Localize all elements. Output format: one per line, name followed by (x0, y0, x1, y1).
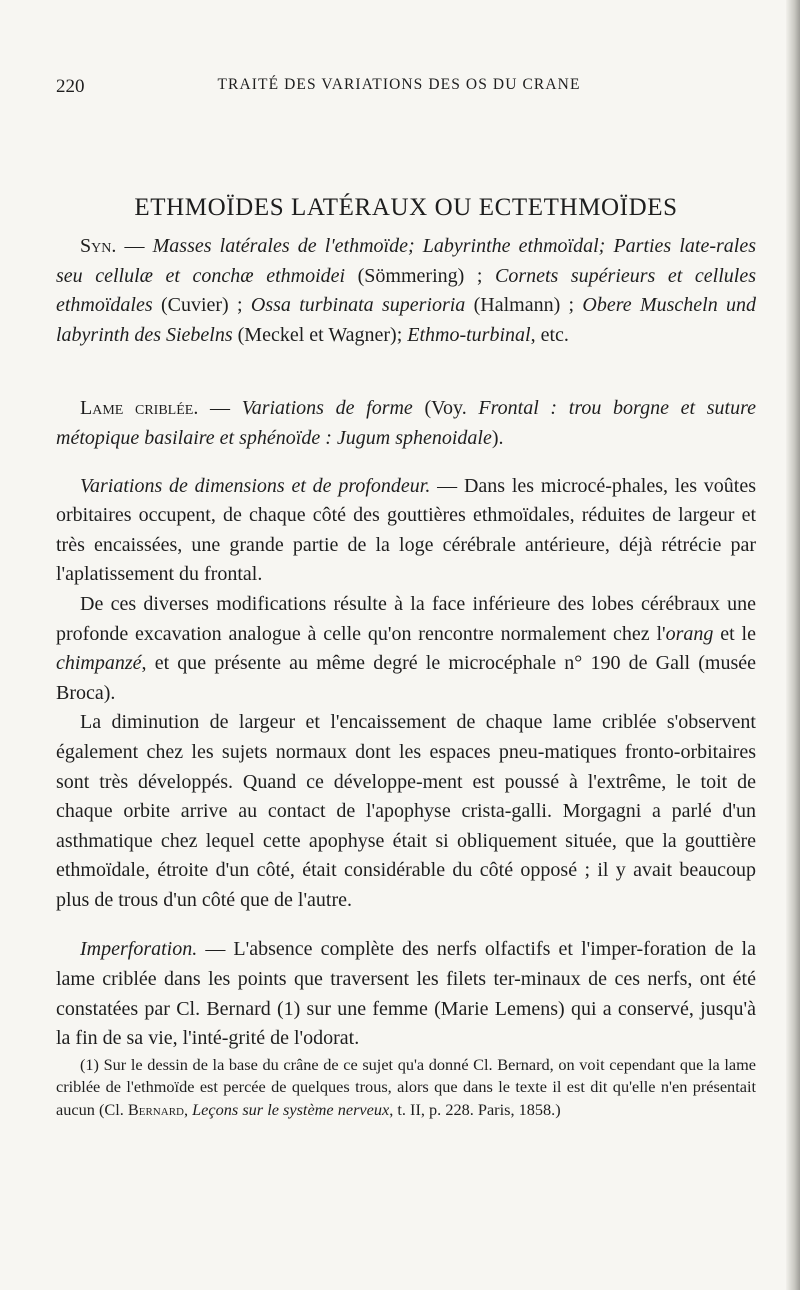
excavation-paragraph: De ces diverses modifications résulte à la face inférieure des lobes cérébraux une profonde excavation analogue à celle qu'on rencontre normalement chez l'orang et le chimpanzé, et que présente au même degré le microcéphale n° 190 de Gall (musée Broca). (56, 592, 756, 704)
synonym-term: Ossa turbinata superioria (250, 294, 466, 317)
synonym-term: Ethmo-turbinal (407, 323, 531, 346)
dimensions-paragraph: Variations de dimensions et de profondeur. — Dans les microcé-phales, les voûtes orbitaires occupent, de chaque côté des gouttières ethmoïdales, réduites de largeur et très encaissées, une grande partie de la loge cérébrale antérieure, déjà rétrécie par l'aplatissement du frontal. (56, 474, 756, 586)
synonyms-paragraph: Syn. — Masses latérales de l'ethmoïde; Labyrinthe ethmoïdal; Parties late-rales seu cellulæ et conchæ ethmoidei (Sömmering) ; Cornets supérieurs et cellules ethmoïdales (Cuvier) ; Ossa turbinata superioria (Halmann) ; Obere Muscheln und labyrinth des Siebelns (Meckel et Wagner); Ethmo-turbinal, etc. (56, 235, 757, 346)
subsection-heading: Variations de dimensions et de profondeur. (80, 474, 431, 497)
lame-criblee-paragraph: Lame criblée. — Variations de forme (Voy. Frontal : trou borgne et suture métopique basilaire et sphénoïde : Jugum sphenoidale). (56, 397, 756, 449)
synonyms-label: Syn. (80, 235, 117, 257)
imperforation-paragraph: Imperforation. — L'absence complète des nerfs olfactifs et l'imper-foration de la lame criblée dans les points que traversent les filets ter-minaux de ces nerfs, ont été constatées par Cl. Bernard (1) sur une femme (Marie Lemens) qui a conservé, jusqu'à la fin de sa vie, l'inté-grité de l'odorat. (56, 938, 756, 1050)
synonym-term: Masses latérales de l'ethmoïde; Labyrinthe ethmoïdal; Parties late-rales seu cellulæ et conchæ ethmoidei (56, 235, 757, 287)
section-heading: Lame criblée. (80, 397, 199, 420)
footnote: (1) Sur le dessin de la base du crâne de ce sujet qu'a donné Cl. Bernard, on voit cependant que la lame criblée de l'ethmoïde est percée de quelques trous, alors que dans le texte il est dit qu'elle n'en présentait aucun (Cl. Bernard, Leçons sur le système nerveux, t. II, p. 228. Paris, 1858.) (56, 1054, 756, 1119)
running-head (56, 76, 712, 100)
synonym-term: Cornets supérieurs et cellules ethmoïdales (56, 264, 756, 317)
subsection-heading: Imperforation. (80, 938, 198, 961)
synonym-term: Obere Muscheln und labyrinth des Siebelns (56, 294, 757, 346)
page-edge-shadow (786, 0, 800, 1290)
chapter-title: ETHMOÏDES LATÉRAUX OU ECTETHMOÏDES (134, 194, 678, 221)
body-text (56, 232, 756, 1121)
running-title: TRAITÉ DES VARIATIONS DES OS DU CRANE (217, 76, 581, 93)
encaissement-paragraph: La diminution de largeur et l'encaissement de chaque lame criblée s'observent également chez les sujets normaux dont les espaces pneu-matiques fronto-orbitaires sont très développés. Quand ce développe-ment est poussé à l'extrême, le toit de chaque orbite arrive au contact de l'apophyse crista-galli. Morgagni a parlé d'un asthmatique chez lequel cette apophyse était si obliquement située, que la gouttière ethmoïdale, étroite d'un côté, était considérable du côté opposé ; il y avait beaucoup plus de trous d'un côté que de l'autre. (56, 711, 756, 911)
page-number: 220 (56, 76, 85, 97)
